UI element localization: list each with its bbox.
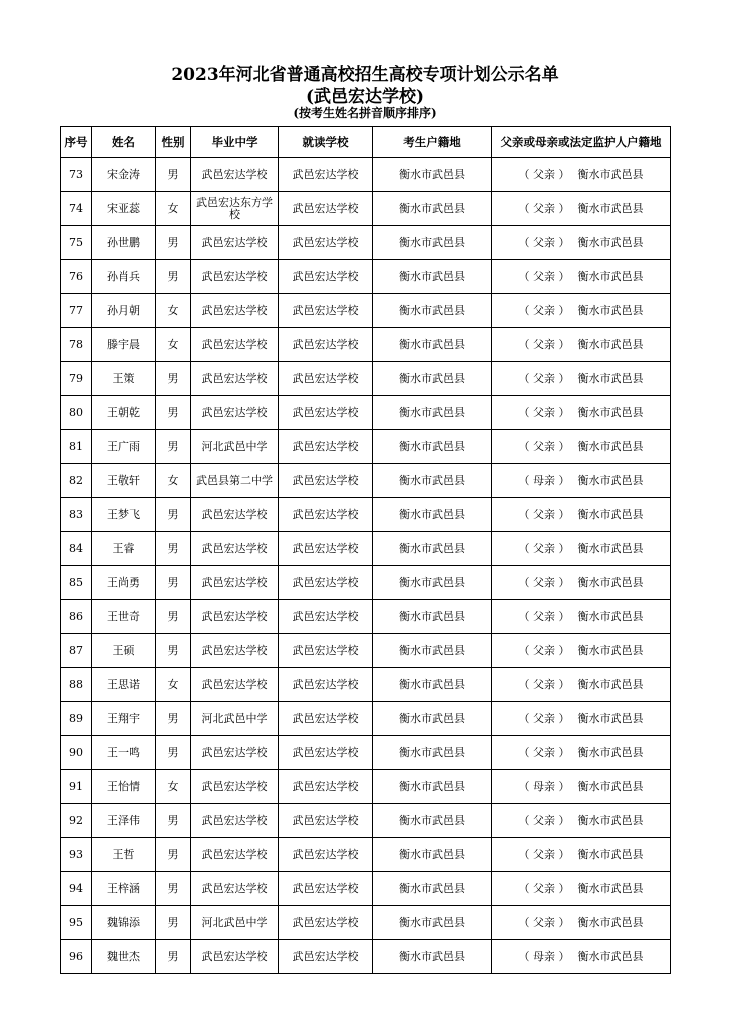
cell-current-school: 武邑宏达学校	[279, 668, 373, 702]
guardian-place: 衡水市武邑县	[577, 609, 644, 623]
guardian-place: 衡水市武邑县	[577, 847, 644, 861]
cell-sex: 女	[156, 464, 191, 498]
cell-index: 80	[61, 396, 92, 430]
guardian-place: 衡水市武邑县	[577, 541, 644, 555]
cell-household: 衡水市武邑县	[373, 600, 492, 634]
header-name: 姓名	[92, 127, 156, 158]
cell-index: 89	[61, 702, 92, 736]
cell-sex: 女	[156, 192, 191, 226]
cell-current-school: 武邑宏达学校	[279, 906, 373, 940]
cell-current-school: 武邑宏达学校	[279, 600, 373, 634]
cell-household: 衡水市武邑县	[373, 158, 492, 192]
cell-household: 衡水市武邑县	[373, 906, 492, 940]
cell-guardian-household	[492, 634, 671, 668]
cell-index: 83	[61, 498, 92, 532]
cell-household: 衡水市武邑县	[373, 940, 492, 974]
cell-current-school: 武邑宏达学校	[279, 872, 373, 906]
cell-name: 孙世鹏	[92, 226, 156, 260]
cell-index: 92	[61, 804, 92, 838]
cell-name: 魏锦添	[92, 906, 156, 940]
guardian-relation: （ 父亲 ）	[518, 269, 570, 283]
cell-index: 96	[61, 940, 92, 974]
table-row	[61, 770, 671, 804]
cell-sex: 女	[156, 294, 191, 328]
cell-name: 孙月朝	[92, 294, 156, 328]
cell-household: 衡水市武邑县	[373, 736, 492, 770]
cell-name: 王一鸣	[92, 736, 156, 770]
cell-name: 王思诺	[92, 668, 156, 702]
cell-sex: 男	[156, 906, 191, 940]
guardian-place: 衡水市武邑县	[577, 405, 644, 419]
cell-guardian-household	[492, 294, 671, 328]
page-title: 2023年河北省普通高校招生高校专项计划公示名单	[171, 65, 559, 85]
cell-sex: 男	[156, 634, 191, 668]
cell-household: 衡水市武邑县	[373, 328, 492, 362]
cell-guardian-household	[492, 192, 671, 226]
cell-guardian-household	[492, 260, 671, 294]
table-row	[61, 396, 671, 430]
cell-guardian-household	[492, 430, 671, 464]
cell-name: 王睿	[92, 532, 156, 566]
cell-household: 衡水市武邑县	[373, 668, 492, 702]
cell-graduation-school: 武邑宏达学校	[191, 498, 279, 532]
cell-name: 滕宇晨	[92, 328, 156, 362]
guardian-relation: （ 父亲 ）	[518, 371, 570, 385]
page-subtitle: (武邑宏达学校)	[305, 87, 425, 107]
cell-current-school: 武邑宏达学校	[279, 260, 373, 294]
cell-graduation-school: 河北武邑中学	[191, 702, 279, 736]
cell-index: 78	[61, 328, 92, 362]
roster-table	[60, 126, 671, 974]
cell-sex: 女	[156, 328, 191, 362]
table-row	[61, 906, 671, 940]
cell-guardian-household	[492, 464, 671, 498]
guardian-place: 衡水市武邑县	[577, 813, 644, 827]
cell-guardian-household	[492, 532, 671, 566]
table-row	[61, 192, 671, 226]
cell-household: 衡水市武邑县	[373, 872, 492, 906]
cell-household: 衡水市武邑县	[373, 804, 492, 838]
cell-name: 王朝乾	[92, 396, 156, 430]
cell-sex: 女	[156, 668, 191, 702]
cell-sex: 女	[156, 770, 191, 804]
cell-current-school: 武邑宏达学校	[279, 362, 373, 396]
cell-household: 衡水市武邑县	[373, 294, 492, 328]
cell-name: 宋亚蕊	[92, 192, 156, 226]
cell-graduation-school: 武邑宏达学校	[191, 634, 279, 668]
cell-household: 衡水市武邑县	[373, 260, 492, 294]
cell-sex: 男	[156, 838, 191, 872]
cell-current-school: 武邑宏达学校	[279, 294, 373, 328]
cell-name: 宋金涛	[92, 158, 156, 192]
guardian-place: 衡水市武邑县	[577, 677, 644, 691]
header-guardian-household: 父亲或母亲或法定监护人户籍地	[492, 127, 671, 158]
cell-current-school: 武邑宏达学校	[279, 838, 373, 872]
guardian-relation: （ 父亲 ）	[518, 541, 570, 555]
cell-index: 86	[61, 600, 92, 634]
cell-sex: 男	[156, 362, 191, 396]
cell-household: 衡水市武邑县	[373, 396, 492, 430]
table-row	[61, 498, 671, 532]
cell-name: 王硕	[92, 634, 156, 668]
cell-sex: 男	[156, 736, 191, 770]
table-row	[61, 464, 671, 498]
header-graduation-school: 毕业中学	[191, 127, 279, 158]
cell-household: 衡水市武邑县	[373, 192, 492, 226]
cell-current-school: 武邑宏达学校	[279, 192, 373, 226]
cell-name: 王梓涵	[92, 872, 156, 906]
cell-guardian-household	[492, 736, 671, 770]
guardian-relation: （ 父亲 ）	[518, 201, 570, 215]
guardian-place: 衡水市武邑县	[577, 745, 644, 759]
cell-index: 84	[61, 532, 92, 566]
guardian-relation: （ 父亲 ）	[518, 847, 570, 861]
table-row	[61, 566, 671, 600]
cell-guardian-household	[492, 566, 671, 600]
cell-index: 87	[61, 634, 92, 668]
cell-graduation-school: 武邑宏达学校	[191, 226, 279, 260]
cell-guardian-household	[492, 702, 671, 736]
cell-name: 孙肖兵	[92, 260, 156, 294]
cell-guardian-household	[492, 158, 671, 192]
table-row	[61, 838, 671, 872]
guardian-place: 衡水市武邑县	[577, 167, 644, 181]
cell-household: 衡水市武邑县	[373, 702, 492, 736]
cell-index: 75	[61, 226, 92, 260]
guardian-relation: （ 父亲 ）	[518, 745, 570, 759]
guardian-relation: （ 父亲 ）	[518, 813, 570, 827]
guardian-place: 衡水市武邑县	[577, 507, 644, 521]
cell-graduation-school: 武邑宏达学校	[191, 566, 279, 600]
guardian-relation: （ 父亲 ）	[518, 405, 570, 419]
cell-graduation-school: 武邑宏达学校	[191, 838, 279, 872]
cell-guardian-household	[492, 396, 671, 430]
cell-guardian-household	[492, 872, 671, 906]
guardian-relation: （ 母亲 ）	[518, 949, 570, 963]
guardian-place: 衡水市武邑县	[577, 881, 644, 895]
cell-graduation-school: 武邑宏达学校	[191, 736, 279, 770]
guardian-relation: （ 父亲 ）	[518, 677, 570, 691]
guardian-place: 衡水市武邑县	[577, 473, 644, 487]
table-row	[61, 362, 671, 396]
cell-sex: 男	[156, 532, 191, 566]
cell-current-school: 武邑宏达学校	[279, 634, 373, 668]
guardian-relation: （ 父亲 ）	[518, 235, 570, 249]
cell-sex: 男	[156, 702, 191, 736]
table-row	[61, 702, 671, 736]
cell-current-school: 武邑宏达学校	[279, 702, 373, 736]
cell-sex: 男	[156, 872, 191, 906]
cell-graduation-school: 武邑宏达学校	[191, 260, 279, 294]
guardian-relation: （ 母亲 ）	[518, 473, 570, 487]
guardian-relation: （ 父亲 ）	[518, 507, 570, 521]
table-row	[61, 532, 671, 566]
cell-guardian-household	[492, 668, 671, 702]
guardian-relation: （ 父亲 ）	[518, 303, 570, 317]
table-row	[61, 294, 671, 328]
cell-graduation-school: 河北武邑中学	[191, 906, 279, 940]
cell-household: 衡水市武邑县	[373, 634, 492, 668]
cell-household: 衡水市武邑县	[373, 362, 492, 396]
table-row	[61, 804, 671, 838]
cell-index: 82	[61, 464, 92, 498]
cell-index: 93	[61, 838, 92, 872]
cell-household: 衡水市武邑县	[373, 770, 492, 804]
cell-graduation-school: 武邑宏达学校	[191, 158, 279, 192]
cell-name: 王世奇	[92, 600, 156, 634]
cell-guardian-household	[492, 770, 671, 804]
cell-index: 94	[61, 872, 92, 906]
guardian-place: 衡水市武邑县	[577, 269, 644, 283]
guardian-relation: （ 父亲 ）	[518, 881, 570, 895]
cell-current-school: 武邑宏达学校	[279, 736, 373, 770]
cell-household: 衡水市武邑县	[373, 566, 492, 600]
cell-guardian-household	[492, 328, 671, 362]
cell-current-school: 武邑宏达学校	[279, 770, 373, 804]
cell-sex: 男	[156, 396, 191, 430]
cell-current-school: 武邑宏达学校	[279, 430, 373, 464]
guardian-place: 衡水市武邑县	[577, 575, 644, 589]
cell-index: 85	[61, 566, 92, 600]
cell-name: 王哲	[92, 838, 156, 872]
guardian-relation: （ 父亲 ）	[518, 167, 570, 181]
cell-sex: 男	[156, 566, 191, 600]
cell-household: 衡水市武邑县	[373, 498, 492, 532]
table-body	[61, 158, 671, 974]
cell-household: 衡水市武邑县	[373, 226, 492, 260]
header-household: 考生户籍地	[373, 127, 492, 158]
guardian-relation: （ 父亲 ）	[518, 439, 570, 453]
cell-index: 90	[61, 736, 92, 770]
cell-sex: 男	[156, 498, 191, 532]
table-row	[61, 328, 671, 362]
cell-guardian-household	[492, 226, 671, 260]
cell-index: 91	[61, 770, 92, 804]
guardian-place: 衡水市武邑县	[577, 371, 644, 385]
cell-name: 王泽伟	[92, 804, 156, 838]
cell-current-school: 武邑宏达学校	[279, 226, 373, 260]
cell-graduation-school: 武邑宏达学校	[191, 600, 279, 634]
guardian-relation: （ 父亲 ）	[518, 915, 570, 929]
guardian-relation: （ 父亲 ）	[518, 609, 570, 623]
table-row	[61, 872, 671, 906]
guardian-place: 衡水市武邑县	[577, 915, 644, 929]
cell-sex: 男	[156, 430, 191, 464]
guardian-place: 衡水市武邑县	[577, 643, 644, 657]
guardian-place: 衡水市武邑县	[577, 337, 644, 351]
guardian-place: 衡水市武邑县	[577, 201, 644, 215]
guardian-place: 衡水市武邑县	[577, 439, 644, 453]
cell-graduation-school: 武邑宏达学校	[191, 770, 279, 804]
cell-graduation-school: 河北武邑中学	[191, 430, 279, 464]
header-index: 序号	[61, 127, 92, 158]
cell-sex: 男	[156, 600, 191, 634]
cell-name: 王策	[92, 362, 156, 396]
cell-guardian-household	[492, 498, 671, 532]
guardian-place: 衡水市武邑县	[577, 303, 644, 317]
guardian-relation: （ 母亲 ）	[518, 779, 570, 793]
sort-note: (按考生姓名拼音顺序排序)	[293, 106, 437, 120]
cell-graduation-school: 武邑宏达学校	[191, 940, 279, 974]
cell-current-school: 武邑宏达学校	[279, 532, 373, 566]
cell-household: 衡水市武邑县	[373, 532, 492, 566]
cell-guardian-household	[492, 940, 671, 974]
cell-sex: 男	[156, 158, 191, 192]
cell-guardian-household	[492, 838, 671, 872]
cell-current-school: 武邑宏达学校	[279, 498, 373, 532]
cell-name: 王翔宇	[92, 702, 156, 736]
table-row	[61, 600, 671, 634]
guardian-place: 衡水市武邑县	[577, 235, 644, 249]
guardian-relation: （ 父亲 ）	[518, 643, 570, 657]
cell-guardian-household	[492, 362, 671, 396]
cell-household: 衡水市武邑县	[373, 430, 492, 464]
cell-index: 95	[61, 906, 92, 940]
table-row	[61, 634, 671, 668]
cell-index: 74	[61, 192, 92, 226]
cell-graduation-school: 武邑宏达学校	[191, 668, 279, 702]
cell-graduation-school: 武邑宏达学校	[191, 328, 279, 362]
cell-guardian-household	[492, 600, 671, 634]
cell-guardian-household	[492, 804, 671, 838]
table-row	[61, 736, 671, 770]
header-current-school: 就读学校	[279, 127, 373, 158]
table-row	[61, 668, 671, 702]
table-row	[61, 226, 671, 260]
guardian-relation: （ 父亲 ）	[518, 337, 570, 351]
cell-guardian-household	[492, 906, 671, 940]
cell-graduation-school: 武邑宏达东方学校	[191, 192, 279, 226]
cell-graduation-school: 武邑宏达学校	[191, 294, 279, 328]
cell-name: 王梦飞	[92, 498, 156, 532]
cell-current-school: 武邑宏达学校	[279, 328, 373, 362]
cell-index: 79	[61, 362, 92, 396]
guardian-place: 衡水市武邑县	[577, 779, 644, 793]
cell-current-school: 武邑宏达学校	[279, 464, 373, 498]
cell-sex: 男	[156, 940, 191, 974]
cell-name: 王怡情	[92, 770, 156, 804]
cell-household: 衡水市武邑县	[373, 838, 492, 872]
cell-index: 88	[61, 668, 92, 702]
cell-sex: 男	[156, 804, 191, 838]
cell-graduation-school: 武邑县第二中学	[191, 464, 279, 498]
guardian-place: 衡水市武邑县	[577, 949, 644, 963]
guardian-relation: （ 父亲 ）	[518, 711, 570, 725]
cell-current-school: 武邑宏达学校	[279, 158, 373, 192]
cell-name: 王广雨	[92, 430, 156, 464]
cell-current-school: 武邑宏达学校	[279, 396, 373, 430]
cell-current-school: 武邑宏达学校	[279, 940, 373, 974]
table-row	[61, 260, 671, 294]
cell-name: 王尚勇	[92, 566, 156, 600]
cell-graduation-school: 武邑宏达学校	[191, 396, 279, 430]
guardian-place: 衡水市武邑县	[577, 711, 644, 725]
table-row	[61, 940, 671, 974]
table-header-row	[61, 127, 671, 158]
cell-current-school: 武邑宏达学校	[279, 804, 373, 838]
cell-sex: 男	[156, 226, 191, 260]
guardian-relation: （ 父亲 ）	[518, 575, 570, 589]
cell-graduation-school: 武邑宏达学校	[191, 362, 279, 396]
cell-name: 魏世杰	[92, 940, 156, 974]
cell-index: 81	[61, 430, 92, 464]
cell-index: 73	[61, 158, 92, 192]
table-row	[61, 430, 671, 464]
cell-graduation-school: 武邑宏达学校	[191, 872, 279, 906]
cell-current-school: 武邑宏达学校	[279, 566, 373, 600]
cell-sex: 男	[156, 260, 191, 294]
cell-household: 衡水市武邑县	[373, 464, 492, 498]
cell-index: 77	[61, 294, 92, 328]
header-sex: 性别	[156, 127, 191, 158]
cell-name: 王敬轩	[92, 464, 156, 498]
cell-graduation-school: 武邑宏达学校	[191, 804, 279, 838]
cell-graduation-school: 武邑宏达学校	[191, 532, 279, 566]
cell-index: 76	[61, 260, 92, 294]
table-row	[61, 158, 671, 192]
